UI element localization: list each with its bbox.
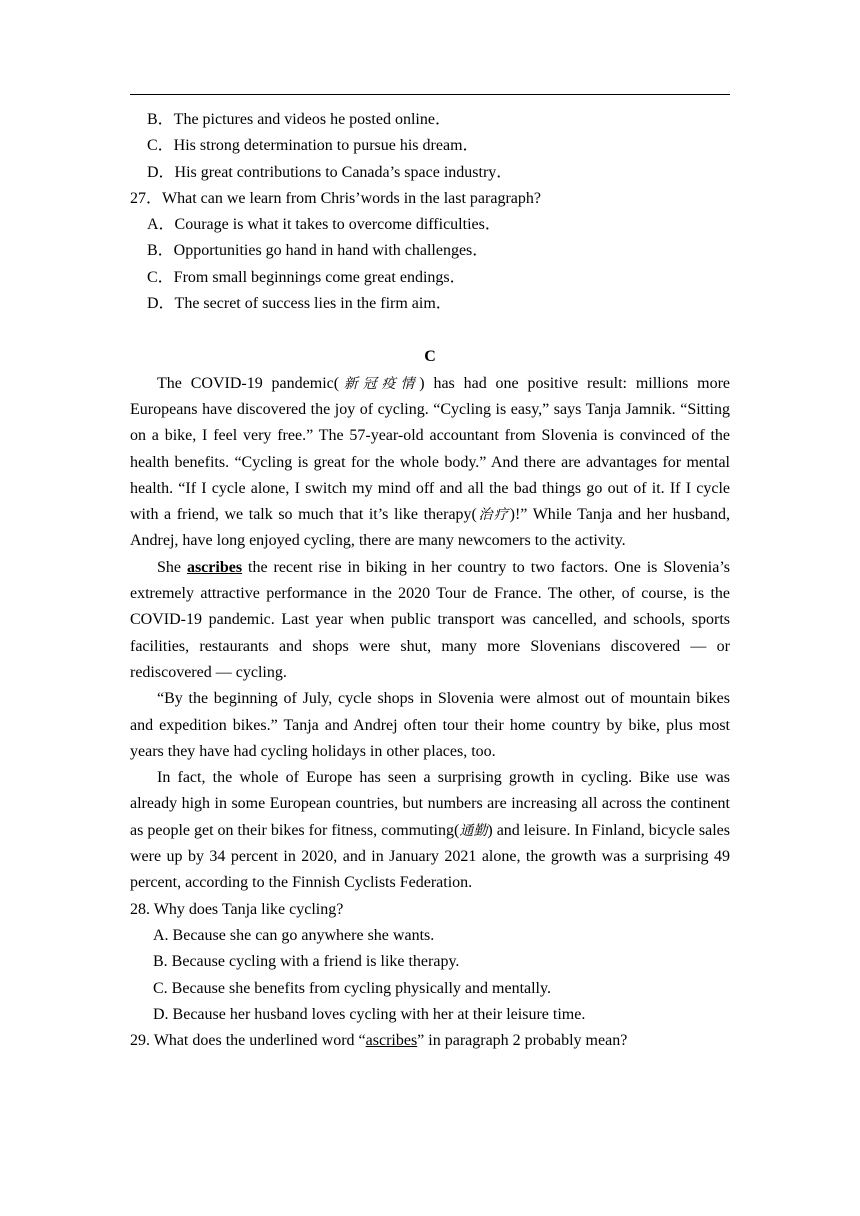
option-b: B. Because cycling with a friend is like therapy. [153, 953, 460, 971]
header-rule [130, 94, 730, 95]
option-d: D. Because her husband loves cycling with her at their leisure time. [153, 1005, 586, 1023]
document-body [130, 107, 730, 1054]
passage-paragraph-4 [130, 765, 730, 896]
passage-paragraph-2 [130, 555, 730, 686]
question-29-text [130, 1028, 730, 1054]
option-c: C．His strong determination to pursue his dream． [147, 137, 479, 155]
option-c: C. Because she benefits from cycling physically and mentally. [153, 979, 551, 997]
text-run: ” in paragraph 2 probably mean? [417, 1032, 628, 1050]
option-d: D．His great contributions to Canada’s space industry． [147, 163, 513, 181]
option-b: B．The pictures and videos he posted online． [147, 111, 451, 128]
text-run: She [157, 558, 187, 576]
option-a: A．Courage is what it takes to overcome difficulties． [147, 216, 501, 234]
passage-paragraph-1 [130, 371, 730, 555]
option-d: D．The secret of success lies in the firm aim． [147, 295, 452, 313]
text-run: The COVID-19 pandemic( [157, 374, 340, 392]
passage-paragraph-3: “By the beginning of July, cycle shops in Slovenia were almost out of mountain bikes and expedition bikes.” Tanja and Andrej often tour their home country by bike, plus most years they have had cycling holidays in other places, too. [130, 690, 730, 760]
question-28 [130, 897, 730, 1028]
option-b: B．Opportunities go hand in hand with challenges． [147, 242, 489, 260]
text-run: the recent rise in biking in her country to two factors. One is Slovenia’s extremely attractive performance in the 2020 Tour de France. The other, of course, is the COVID-19 pandemic. Last year when public transport was cancelled, and schools, sports facilities, restaurants and shops were shut, many more Slovenians discovered — or rediscovered — cycling. [130, 558, 731, 681]
text-run: ) has had one positive result: millions more Europeans have discovered the joy of cycling. “Cycling is easy,” says Tanja Jamnik. “Sitting on a bike, I feel very free.” The 57-year-old accountant from Slovenia is convinced of the health benefits. “Cycling is great for the whole body.” And there are advantages for mental health. “If I cycle alone, I switch my mind off and all the bad things go out of it. If I cycle with a friend, we talk so much that it’s like therapy( [130, 374, 731, 524]
underlined-keyword: ascribes [365, 1032, 418, 1050]
text-run: 29. What does the underlined word “ [130, 1032, 366, 1050]
chinese-gloss: 治疗 [476, 507, 510, 524]
question-27 [130, 186, 730, 317]
section-title: C [424, 348, 436, 366]
text-run: In fact, the whole of Europe has seen a surprising growth in cycling. Bike use was already high in some European countries, but numbers are increasing all across the continent as people get on their bikes for fitness, commuting( [130, 769, 730, 839]
option-c: C．From small beginnings come great endings． [147, 268, 466, 286]
question-27-text: 27．What can we learn from Chris’words in the last paragraph? [130, 189, 541, 207]
option-a: A. Because she can go anywhere she wants. [153, 926, 435, 944]
underlined-keyword: ascribes [186, 558, 243, 576]
text-run: ) and leisure. In Finland, bicycle sales were up by 34 percent in 2020, and in January 2021 alone, the growth was a surprising 49 percent, according to the Finnish Cyclists Federation. [130, 821, 731, 892]
chinese-gloss: 新冠疫情 [339, 375, 420, 392]
chinese-gloss: 通勤 [459, 822, 488, 839]
prev-question-options [130, 107, 730, 186]
question-28-text: 28. Why does Tanja like cycling? [130, 900, 344, 918]
text-run: )!” While Tanja and her husband, Andrej, have long enjoyed cycling, there are many newcomers to the activity. [130, 506, 731, 550]
